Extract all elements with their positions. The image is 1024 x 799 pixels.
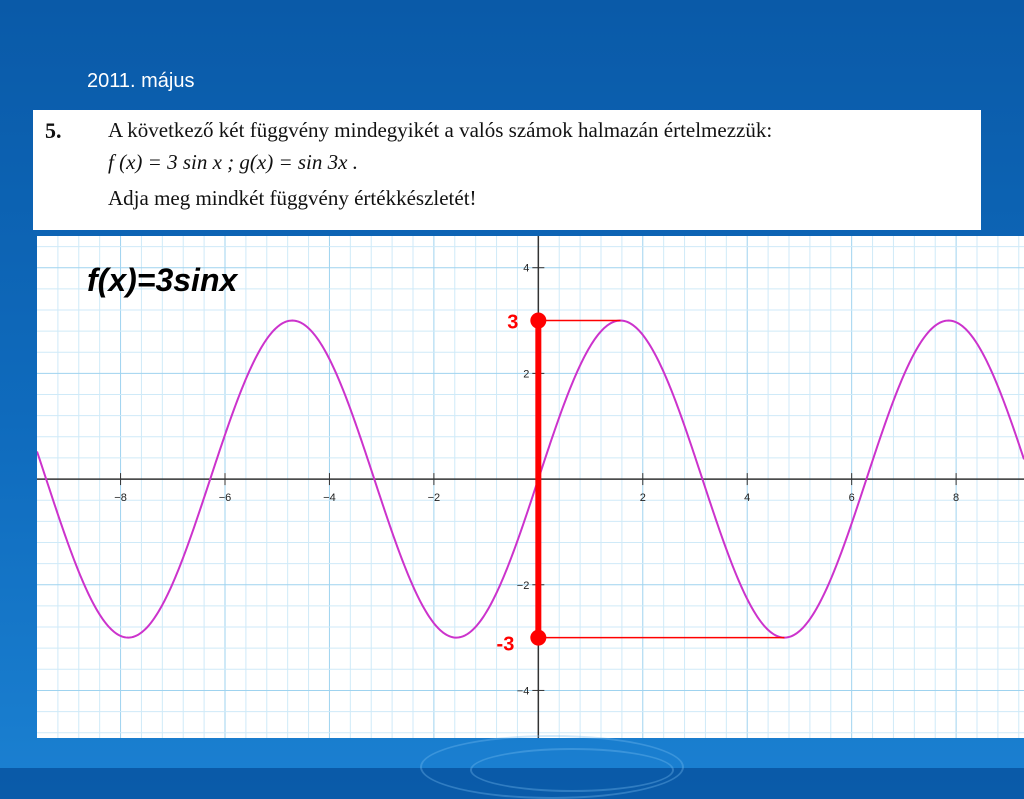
plot-svg: [37, 236, 1024, 738]
max-value-label: 3: [507, 311, 519, 334]
date-label: 2011. május: [87, 70, 195, 92]
task-question-line: Adja meg mindkét függvény értékkészletét!: [108, 186, 477, 210]
y-tick-label: −4: [516, 685, 530, 698]
function-plot: [37, 236, 1024, 738]
y-tick-label: −2: [516, 579, 530, 592]
x-tick-label: 2: [639, 492, 646, 505]
task-text-line1: A következő két függvény mindegyikét a valós számok halmazán értelmezzük:: [108, 118, 773, 142]
task-formula-line: f (x) = 3 sin x ; g(x) = sin 3x .: [108, 150, 358, 174]
decorative-swirl: [470, 748, 674, 792]
y-tick-label: 4: [523, 262, 530, 275]
min-point: [530, 630, 546, 646]
max-point: [530, 313, 546, 329]
x-tick-label: −8: [114, 492, 127, 505]
task-box: [33, 110, 981, 230]
x-tick-label: −6: [218, 492, 232, 505]
chart-title: f(x)=3sinx: [87, 262, 238, 298]
x-tick-label: −4: [323, 492, 336, 505]
plot-background: [37, 236, 1024, 738]
task-number: 5.: [45, 118, 62, 143]
x-tick-label: 4: [744, 492, 751, 505]
y-tick-label: 2: [523, 368, 530, 381]
min-value-label: -3: [496, 633, 515, 656]
x-tick-label: −2: [427, 492, 441, 505]
x-tick-label: 8: [953, 492, 960, 505]
x-tick-label: 6: [848, 492, 855, 505]
